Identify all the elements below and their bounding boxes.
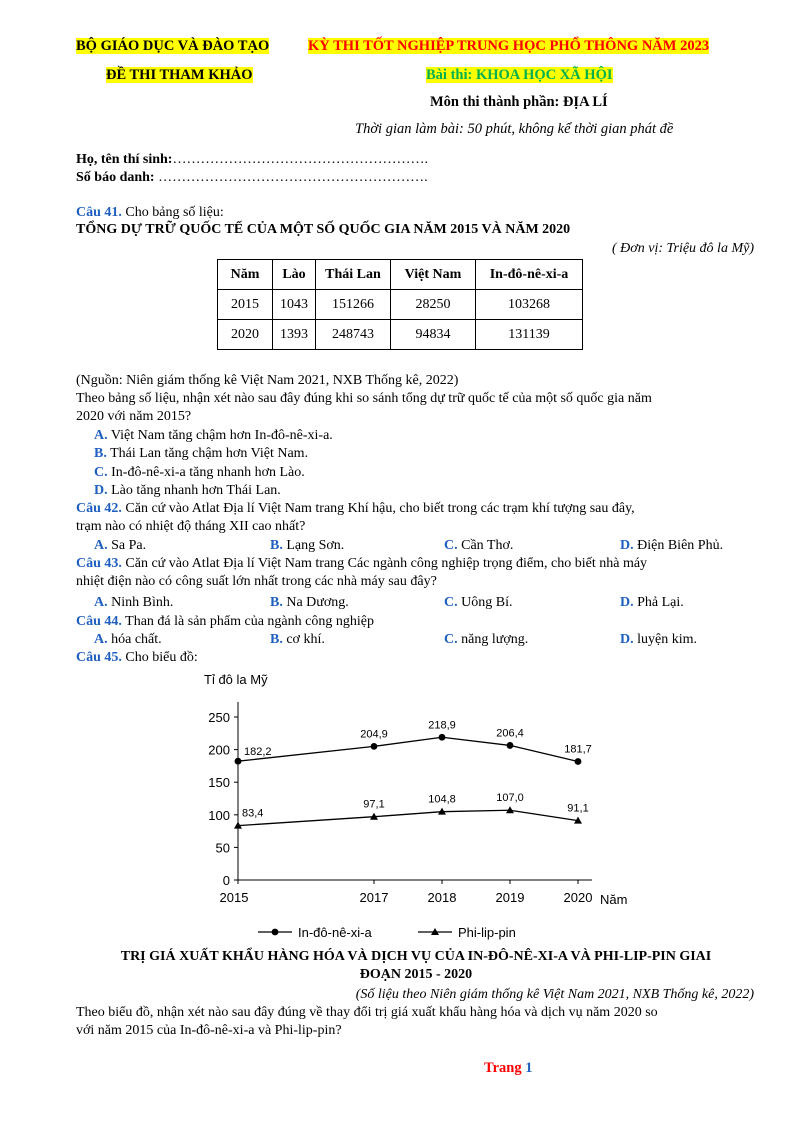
q43-number: Câu 43. [76,556,122,571]
q42-text: Căn cứ vào Atlat Địa lí Việt Nam trang Khí hậu, cho biết trong các trạm khí tượng sau đây, [125,501,635,516]
option-label: D. [94,483,108,498]
sample-exam-label: ĐỀ THI THAM KHẢO [106,67,253,83]
data-point-circle [507,742,514,749]
page-footer [484,1060,532,1077]
option-text: Cần Thơ. [461,538,514,553]
option-text: In-đô-nê-xi-a tăng nhanh hơn Lào. [111,465,305,480]
q41-question-line-1: Theo bảng số liệu, nhận xét nào sau đây đúng khi so sánh tổng dự trữ quốc tế của một số quốc gia năm [76,391,652,406]
option-text: Uông Bí. [461,595,513,610]
option-text: Việt Nam tăng chậm hơn In-đô-nê-xi-a. [110,428,333,443]
option-label: D. [620,538,634,553]
q43-option-a[interactable] [94,594,173,612]
table-header-cell: Thái Lan [316,260,391,290]
q45-question-line-2: với năm 2015 của In-đô-nê-xi-a và Phi-lip-pin? [76,1023,342,1038]
option-text: Lào tăng nhanh hơn Thái Lan. [111,483,281,498]
q41-question-line-2: 2020 với năm 2015? [76,409,192,424]
q45-intro: Cho biểu đồ: [125,650,198,665]
q42-number: Câu 42. [76,501,122,516]
option-text: Lạng Sơn. [286,538,345,553]
option-label: D. [620,595,634,610]
q41-unit: ( Đơn vị: Triệu đô la Mỹ) [611,241,754,256]
option-label: C. [444,632,458,647]
table-cell: 151266 [316,290,391,320]
table-cell: 248743 [316,320,391,350]
q44-option-c[interactable] [444,631,528,649]
q43-line-1 [76,555,647,573]
table-header-cell: Năm [218,260,273,290]
data-label: 182,2 [244,746,272,759]
q44-line [76,613,374,631]
x-tick-label: 2015 [219,890,249,905]
table-header-cell: In-đô-nê-xi-a [476,260,583,290]
y-tick-label: 50 [215,840,230,856]
option-text: Điện Biên Phủ. [637,538,724,553]
option-text: Phả Lại. [637,595,684,610]
data-label: 91,1 [567,802,589,815]
reserves-table [217,259,583,350]
option-label: B. [270,538,283,553]
option-label: A. [94,595,108,610]
table-row [218,320,583,350]
table-cell: 1043 [273,290,316,320]
data-label: 181,7 [564,743,592,756]
option-label: A. [94,428,108,443]
data-label: 206,4 [496,727,524,740]
table-cell: 131139 [476,320,583,350]
q42-option-b[interactable] [270,537,344,555]
option-text: Sa Pa. [111,538,147,553]
legend-marker-circle [272,929,279,936]
data-point-circle [235,758,242,765]
q41-option-c[interactable] [94,464,305,482]
q41-number: Câu 41. [76,205,122,220]
option-text: Ninh Bình. [111,595,174,610]
table-cell: 94834 [391,320,476,350]
q42-option-c[interactable] [444,537,513,555]
y-tick-label: 100 [208,807,230,823]
option-label: B. [270,632,283,647]
option-text: năng lượng. [461,632,529,647]
q44-option-a[interactable] [94,631,162,649]
subject-label: Môn thi thành phần: ĐỊA LÍ [430,94,608,110]
data-label: 83,4 [242,807,264,820]
q43-option-c[interactable] [444,594,512,612]
table-header-cell: Việt Nam [391,260,476,290]
y-axis-label: Tỉ đô la Mỹ [204,672,268,687]
q45-number: Câu 45. [76,650,122,665]
export-line-chart [180,662,650,947]
table-cell: 28250 [391,290,476,320]
y-tick-label: 200 [208,742,230,758]
time-label: Thời gian làm bài: 50 phút, không kể thời gian phát đề [355,121,674,137]
page-label: Trang [484,1060,522,1076]
candidate-id-line [76,169,428,187]
q44-option-d[interactable] [620,631,697,649]
y-tick-label: 150 [208,775,230,791]
y-tick-label: 250 [208,710,230,725]
q44-text: Than đá là sản phẩm của ngành công nghiệp [125,614,374,629]
option-label: B. [270,595,283,610]
q41-option-b[interactable] [94,445,308,463]
chart-source: (Số liệu theo Niên giám thống kê Việt Nam 2021, NXB Thống kê, 2022) [355,987,754,1002]
page-number: 1 [525,1060,533,1076]
option-label: A. [94,538,108,553]
data-label: 104,8 [428,793,456,806]
option-label: C. [444,595,458,610]
q42-line-2: trạm nào có nhiệt độ tháng XII cao nhất? [76,519,306,534]
table-header-cell: Lào [273,260,316,290]
option-label: D. [620,632,634,647]
q41-option-a[interactable] [94,427,333,445]
table-cell: 2015 [218,290,273,320]
q41-option-d[interactable] [94,482,281,500]
q41-intro-line [76,204,224,222]
x-tick-label: 2017 [359,890,389,905]
legend-label: Phi-lip-pin [458,925,516,940]
option-label: C. [444,538,458,553]
q45-question-line-1: Theo biểu đồ, nhận xét nào sau đây đúng về thay đổi trị giá xuất khẩu hàng hóa và dịch vụ năm 2020 so [76,1005,658,1020]
q44-number: Câu 44. [76,614,122,629]
legend-label: In-đô-nê-xi-a [298,925,372,940]
q43-option-b[interactable] [270,594,349,612]
x-tick-label: 2020 [563,890,593,905]
data-label: 218,9 [428,719,456,732]
option-text: Thái Lan tăng chậm hơn Việt Nam. [110,446,309,461]
q42-line-1 [76,500,635,518]
q44-option-b[interactable] [270,631,325,649]
q43-text: Căn cứ vào Atlat Địa lí Việt Nam trang Các ngành công nghiệp trọng điểm, cho biết nhà máy [125,556,648,571]
q43-option-d[interactable] [620,594,684,612]
chart-title [76,948,756,984]
table-cell: 1393 [273,320,316,350]
q42-option-a[interactable] [94,537,146,555]
q41-intro: Cho bảng số liệu: [125,205,224,220]
q42-option-d[interactable] [620,537,723,555]
name-dots: ………………………………………………. [172,152,428,167]
q43-line-2: nhiệt điện nào có công suất lớn nhất trong các nhà máy sau đây? [76,574,437,589]
data-label: 107,0 [496,792,524,805]
data-point-circle [439,734,446,741]
series-line [238,807,578,825]
name-label: Họ, tên thí sinh: [76,152,173,167]
data-label: 204,9 [360,728,388,741]
id-dots: …………………………………………………. [158,170,428,185]
x-axis-label: Năm [600,892,628,907]
data-label: 97,1 [363,798,385,811]
table-row [218,290,583,320]
q41-table-title: TỔNG DỰ TRỮ QUỐC TẾ CỦA MỘT SỐ QUỐC GIA NĂM 2015 VÀ NĂM 2020 [76,222,571,237]
q41-source: (Nguồn: Niên giám thống kê Việt Nam 2021, NXB Thống kê, 2022) [76,373,459,388]
id-label: Số báo danh: [76,170,155,185]
x-tick-label: 2018 [427,890,457,905]
table-cell: 103268 [476,290,583,320]
series-line [238,737,578,761]
option-label: C. [94,465,108,480]
data-point-circle [575,758,582,765]
candidate-name-line [76,151,428,169]
option-label: A. [94,632,108,647]
data-point-circle [371,743,378,750]
x-tick-label: 2019 [495,890,525,905]
chart-title-line-1: TRỊ GIÁ XUẤT KHẨU HÀNG HÓA VÀ DỊCH VỤ CỦA IN-ĐÔ-NÊ-XI-A VÀ PHI-LIP-PIN GIAI [120,949,712,964]
ministry-name: BỘ GIÁO DỤC VÀ ĐÀO TẠO [76,38,270,54]
table-cell: 2020 [218,320,273,350]
chart-title-line-2: ĐOẠN 2015 - 2020 [359,967,473,982]
table-header-row [218,260,583,290]
option-text: hóa chất. [111,632,162,647]
exam-name: KỲ THI TỐT NGHIỆP TRUNG HỌC PHỔ THÔNG NĂM 2023 [308,38,710,54]
y-tick-label: 0 [222,873,230,888]
option-label: B. [94,446,107,461]
test-label: Bài thi: KHOA HỌC XÃ HỘI [426,67,613,83]
option-text: cơ khí. [286,632,325,647]
option-text: luyện kim. [637,632,698,647]
option-text: Na Dương. [286,595,349,610]
